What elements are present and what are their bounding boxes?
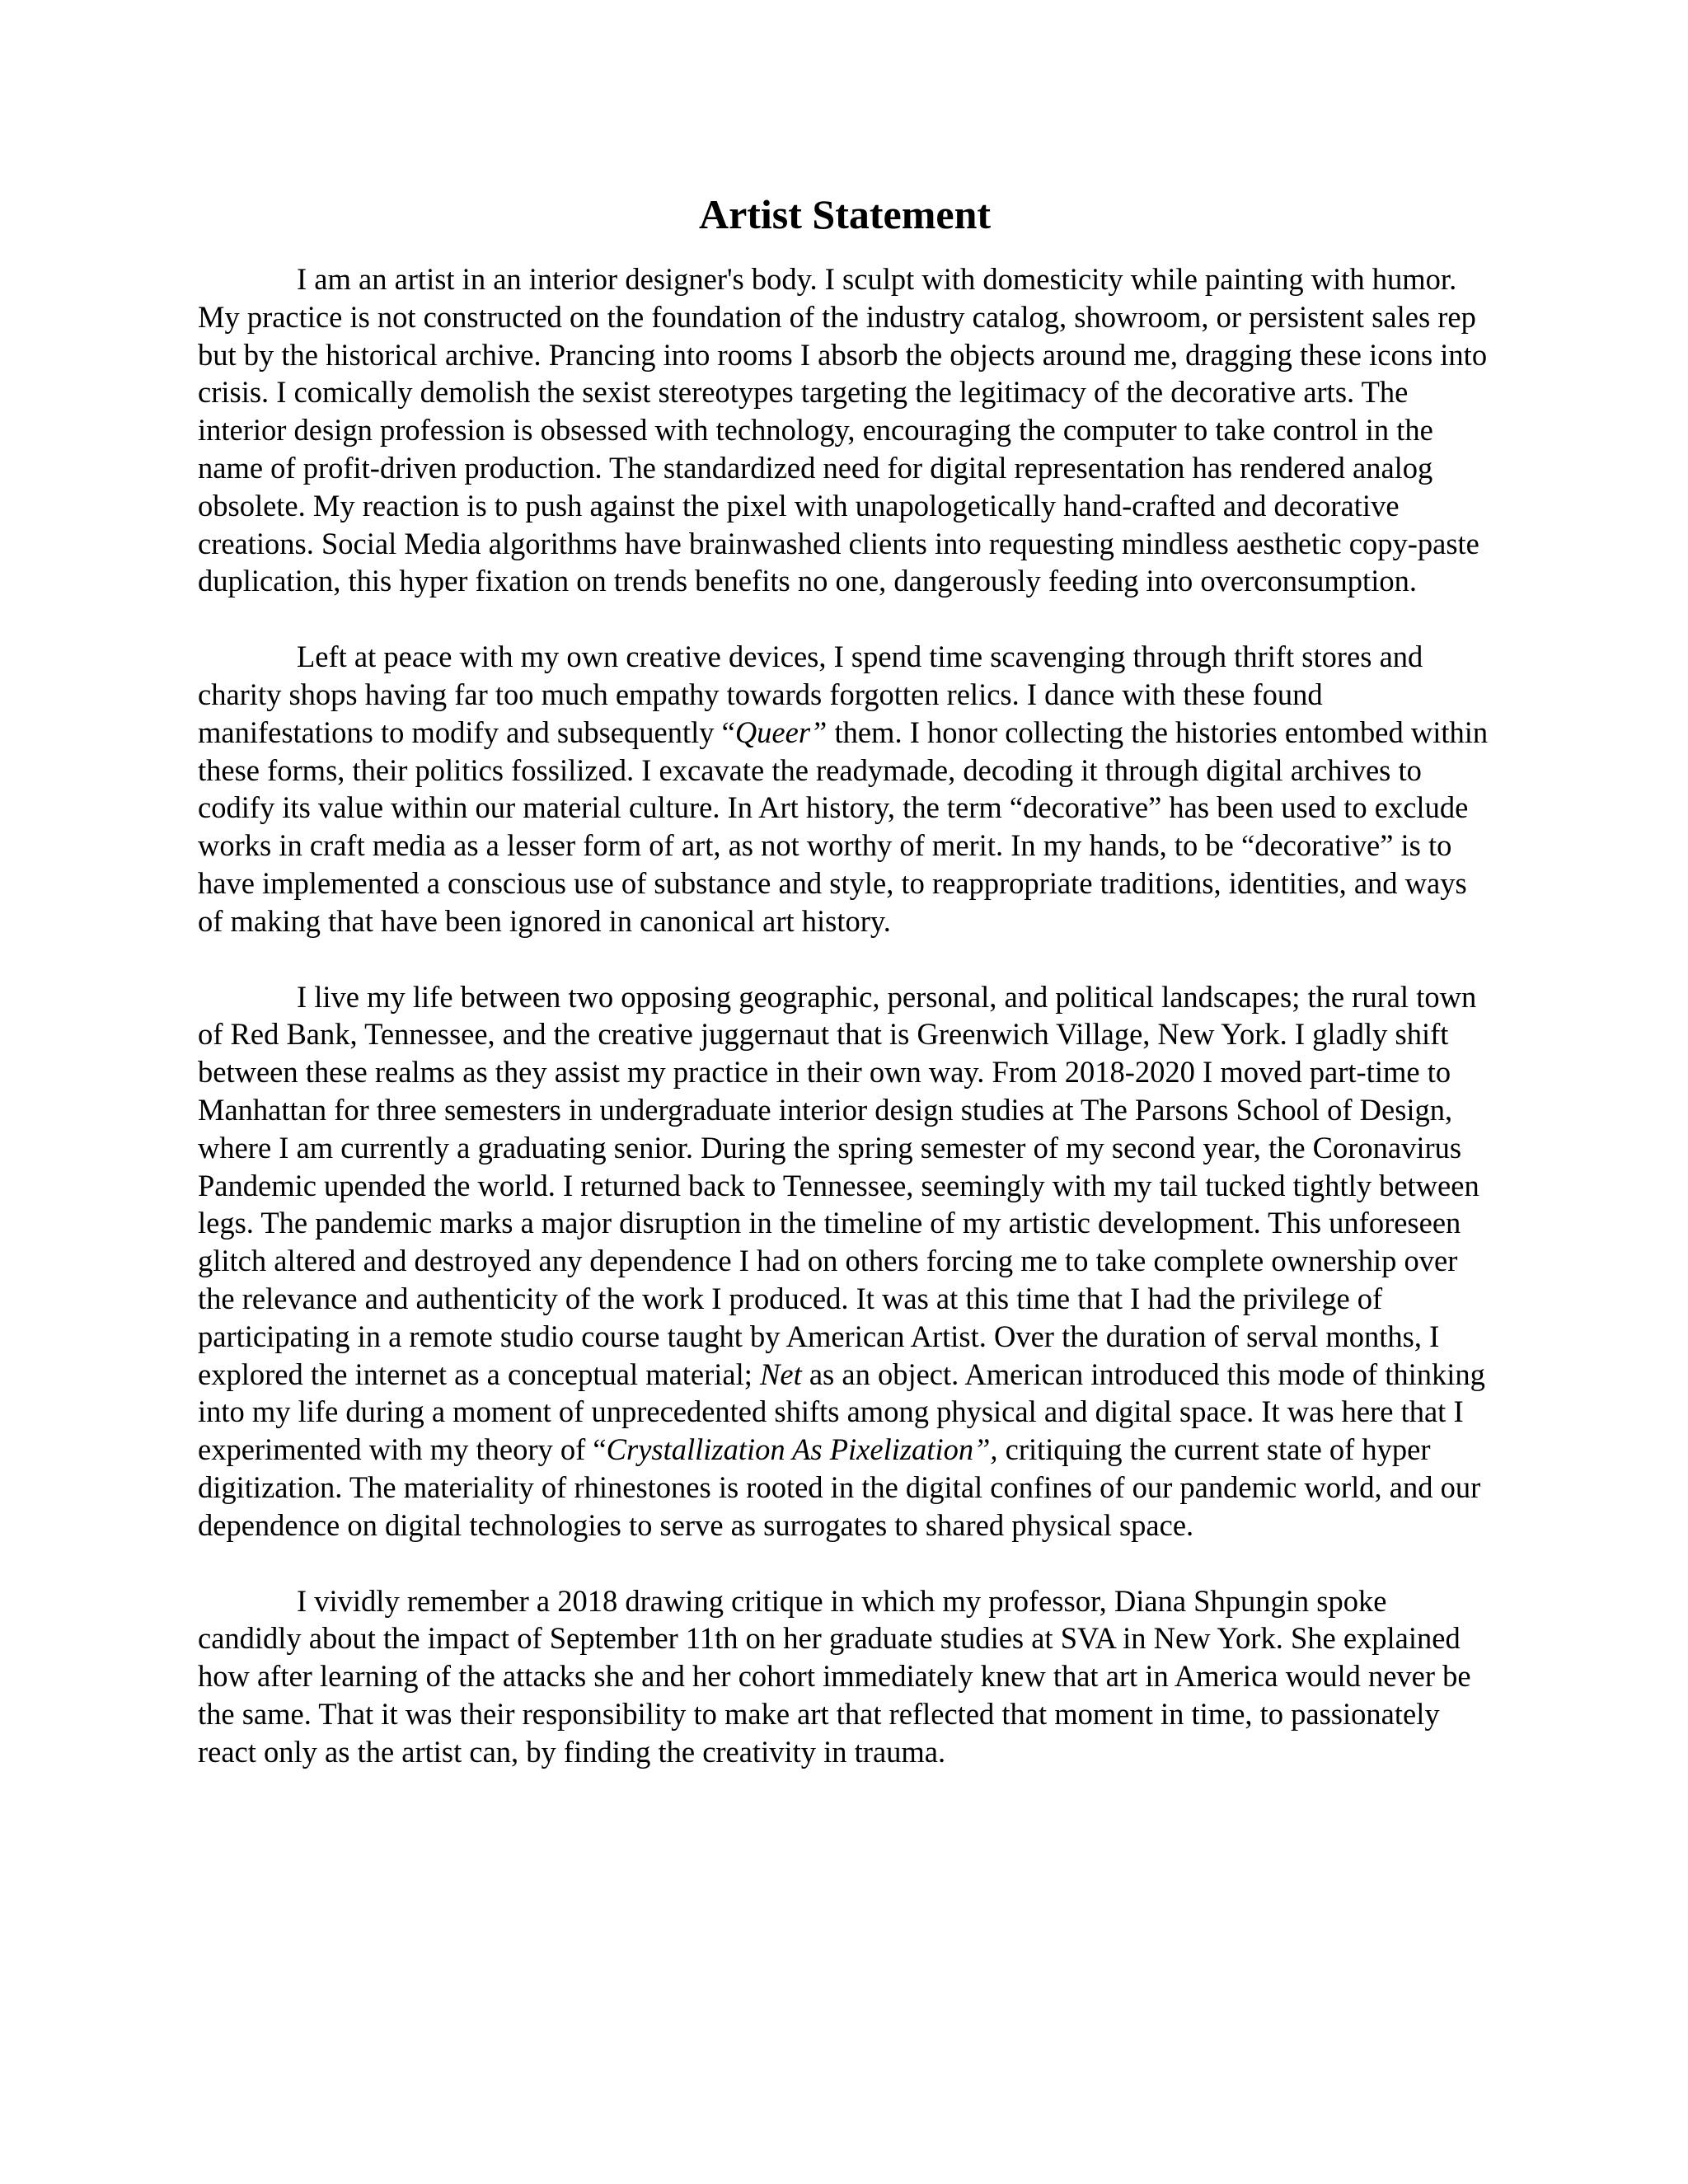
page-title: Artist Statement xyxy=(698,191,992,237)
paragraph-2-text-b: them. I honor collecting the histories entombed within these forms, their politics fossilized. I excavate the readymade, decoding it through digital archives to codify its value within our material culture. In Art history, the term “decorative” has been used to exclude works in craft media as a lesser form of art, as not worthy of merit. In my hands, to be “decorative” is to have implemented a conscious use of substance and style, to reappropriate traditions, identities, and ways of making that have been ignored in canonical art history. xyxy=(198,715,1489,938)
paragraph-4: I vividly remember a 2018 drawing critique in which my professor, Diana Shpungin spoke candidly about the impact of September 11th on her graduate studies at SVA in New York. She explained how after learning of the attacks she and her cohort immediately knew that art in America would never be the same. That it was their responsibility to make art that reflected that moment in time, to passionately react only as the artist can, by finding the creativity in trauma. xyxy=(198,1583,1471,1769)
paragraph-3 xyxy=(198,978,1492,1544)
paragraph-3-text-b: as an object. American introduced this mode of thinking into my life during a moment of unprecedented shifts among physical and digital space. It was here that I experimented with my theory of “ xyxy=(198,1357,1485,1467)
paragraph-2-text-a: Left at peace with my own creative devices, I spend time scavenging through thrift stores and charity shops having far too much empathy towards forgotten relics. I dance with these found manifestations to modify and subsequently “ xyxy=(198,640,1423,749)
document-page xyxy=(198,190,1492,1808)
paragraph-3-text-a: I live my life between two opposing geographic, personal, and political landscapes; the rural town of Red Bank, Tennessee, and the creative juggernaut that is Greenwich Village, New York. I gladly shift between these realms as they assist my practice in their own way. From 2018-2020 I moved part-time to Manhattan for three semesters in undergraduate interior design studies at The Parsons School of Design, where I am currently a graduating senior. During the spring semester of my second year, the Coronavirus Pandemic upended the world. I returned back to Tennessee, seemingly with my tail tucked tightly between legs. The pandemic marks a major disruption in the timeline of my artistic development. This unforeseen glitch altered and destroyed any dependence I had on others forcing me to take complete ownership over the relevance and authenticity of the work I produced. It was at this time that I had the privilege of participating in a remote studio course taught by American Artist. Over the duration of serval months, I explored the internet as a conceptual material; xyxy=(198,979,1479,1391)
crystallization-emphasis: Crystallization As Pixelization”, xyxy=(606,1432,998,1467)
queer-emphasis: Queer” xyxy=(734,715,828,749)
paragraph-1: I am an artist in an interior designer's body. I sculpt with domesticity while painting with humor. My practice is not constructed on the foundation of the industry catalog, showroom, or persistent sales rep but by the historical archive. Prancing into rooms I absorb the objects around me, dragging these icons into crisis. I comically demolish the sexist stereotypes targeting the legitimacy of the decorative arts. The interior design profession is obsessed with technology, encouraging the computer to take control in the name of profit-driven production. The standardized need for digital representation has rendered analog obsolete. My reaction is to push against the pixel with unapologetically hand-crafted and decorative creations. Social Media algorithms have brainwashed clients into requesting mindless aesthetic copy-paste duplication, this hyper fixation on trends benefits no one, dangerously feeding into overconsumption. xyxy=(198,262,1488,598)
net-emphasis: Net xyxy=(760,1357,802,1391)
paragraph-2 xyxy=(198,638,1492,940)
paragraph-3-text-c: critiquing the current state of hyper digitization. The materiality of rhinestones is rooted in the digital confines of our pandemic world, and our dependence on digital technologies to serve as surrogates to shared physical space. xyxy=(198,1432,1481,1542)
